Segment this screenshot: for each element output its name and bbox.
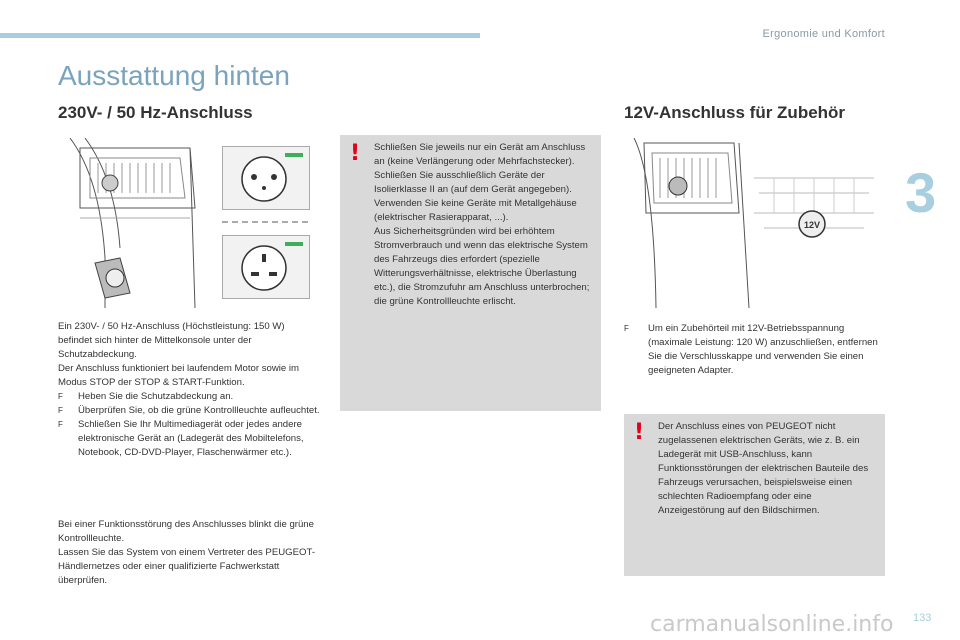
console-12v-illustration [624,138,886,308]
warning-exclamation-icon: ! [350,141,361,166]
watermark: carmanualsonline.info [650,612,894,637]
warning-paragraph-2: Schließen Sie ausschließlich Geräte der Isolierklasse II an (auf dem Gerät angegeben). [374,170,572,195]
warning-box-12v [624,414,885,576]
divider-dashed [222,221,308,223]
console-230v-illustration [60,138,210,308]
bullet-marker: F [58,420,63,429]
instruction-12v [624,322,886,378]
bullet-marker: F [58,406,63,415]
intro-paragraph-2: Der Anschluss funktioniert bei laufendem Motor sowie im Modus STOP der STOP & START-Funktion. [58,363,300,388]
malfunction-text [58,518,320,588]
instruction-item [58,418,320,460]
bullet-marker: F [624,324,629,333]
warning-paragraph-3: Verwenden Sie keine Geräte mit Metallgehäuse (elektrischer Rasierapparat, ...). [374,198,577,223]
malfunction-paragraph-1: Bei einer Funktionsstörung des Anschlusses blinkt die grüne Kontrollleuchte. [58,519,314,544]
instruction-text: Überprüfen Sie, ob die grüne Kontrollleuchte aufleuchtet. [78,405,320,416]
warning-paragraph-4: Aus Sicherheitsgründen wird bei erhöhtem Stromverbrauch und wenn das elektrische System des Fahrzeugs dies erfordert (spezielle Witterungsverhältnisse, elektrische Überlastung etc.), die Stromzufuhr am Anschluss unterbrochen; die grüne Kontrollleuchte erlischt. [374,226,590,307]
uk-socket-icon [235,153,293,205]
instruction-text: Schließen Sie Ihr Multimediagerät oder jedes andere elektronische Gerät an (Ladegerät des Mobiltelefons, Notebook, CD-DVD-Player, Flaschenwärmer etc.). [78,419,304,458]
socket-label-12v: 12V [803,220,821,230]
header-accent-bar [0,33,480,38]
instruction-item [58,390,320,404]
section-heading-230v: 230V- / 50 Hz-Anschluss [58,103,253,122]
instruction-item [624,322,886,378]
instruction-item [58,404,320,418]
chapter-number: 3 [905,161,937,224]
warning-exclamation-icon: ! [634,420,645,445]
instruction-text: Um ein Zubehörteil mit 12V-Betriebsspannung (maximale Leistung: 120 W) anzuschließen, entfernen Sie die Verschlusskappe und verwenden Sie einen geeigneten Adapter. [648,323,878,376]
warning-box-230v [340,135,601,411]
socket-panel-uk [222,146,310,210]
intro-text [58,320,320,460]
warning-text [374,141,596,309]
chapter-title: Ergonomie und Komfort [762,28,885,40]
page-number: 133 [913,612,932,624]
intro-paragraph-1: Ein 230V- / 50 Hz-Anschluss (Höchstleistung: 150 W) befindet sich hinter de Mittelkonsole unter der Schutzabdeckung. [58,321,285,360]
uk-square-socket-icon [235,242,293,294]
section-heading-12v: 12V-Anschluss für Zubehör [624,103,846,122]
socket-panel-type-g [222,235,310,299]
malfunction-paragraph-2: Lassen Sie das System von einem Vertreter des PEUGEOT-Händlernetzes oder einer qualifizierte Fachwerkstatt überprüfen. [58,547,316,586]
warning-paragraph-1: Schließen Sie jeweils nur ein Gerät am Anschluss an (keine Verlängerung oder Mehrfachstecker). [374,142,586,167]
bullet-marker: F [58,392,63,401]
warning-text: Der Anschluss eines von PEUGEOT nicht zugelassenen elektrischen Geräts, wie z. B. ein Ladegerät mit USB-Anschluss, kann Funktionsstörungen der elektrischen Bauteile des Fahrzeugs verursachen, beispielsweise einen schlechten Radioempfang oder eine Anzeigestörung auf den Bildschirmen. [658,421,869,516]
instruction-text: Heben Sie die Schutzabdeckung an. [78,391,234,402]
page-title: Ausstattung hinten [58,60,290,91]
